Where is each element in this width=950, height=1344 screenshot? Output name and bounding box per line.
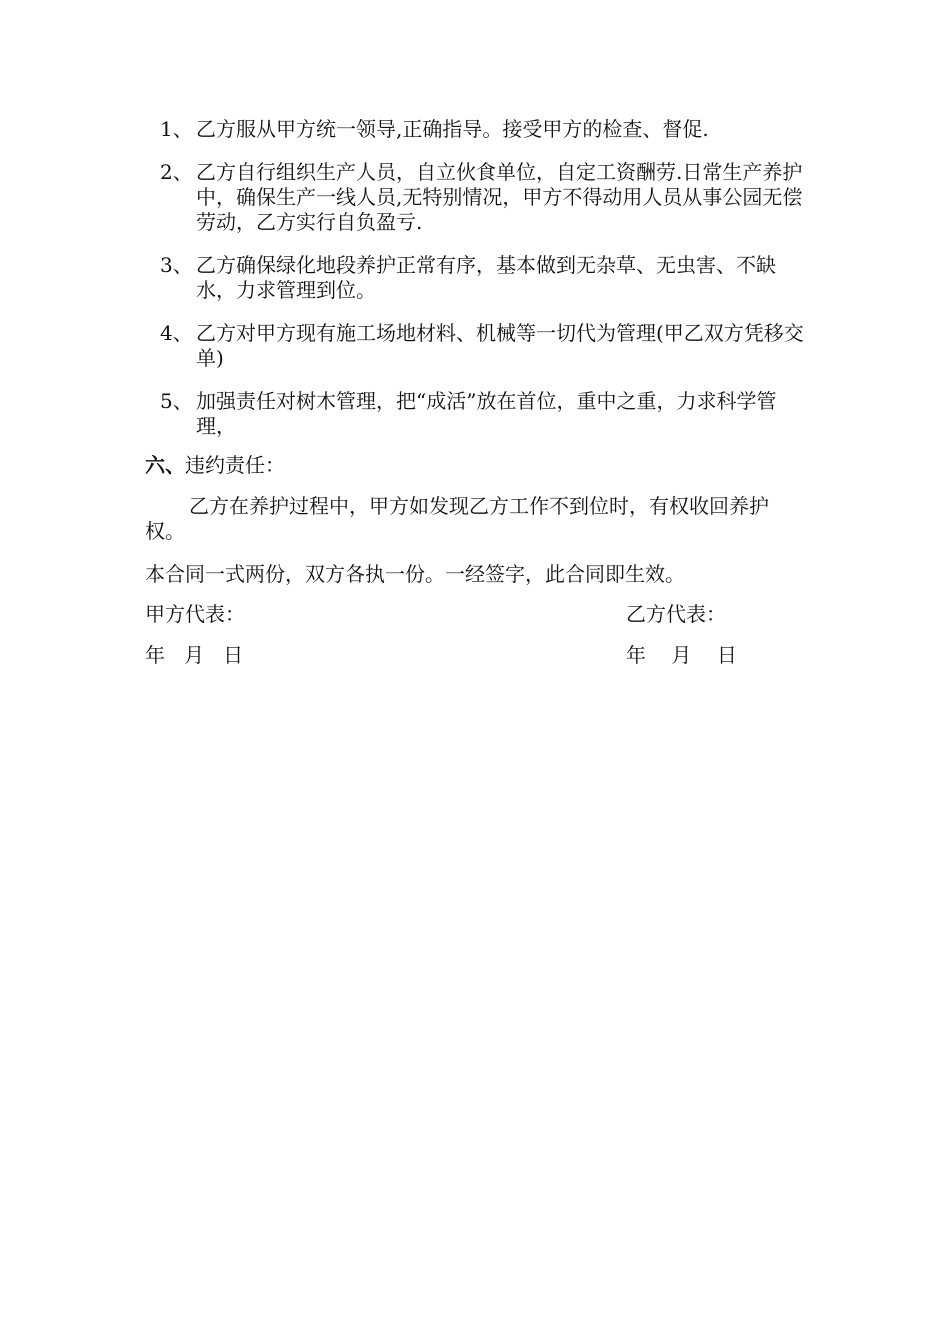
list-item: [160, 389, 810, 439]
section-number: 六、: [145, 453, 185, 477]
section-heading: [145, 453, 285, 478]
list-item: [160, 253, 810, 303]
item-text: 乙方服从甲方统一领导,正确指导。接受甲方的检查、督促.: [196, 117, 709, 141]
party-b-signature-label: 乙方代表：: [626, 602, 726, 626]
item-number: 3、: [160, 253, 193, 277]
closing-paragraph: 本合同一式两份，双方各执一份。一经签字，此合同即生效。: [145, 562, 685, 586]
list-item: [160, 117, 810, 142]
item-text: 乙方自行组织生产人员，自立伙食单位，自定工资酬劳.日常生产养护中，确保生产一线人员,无特别情况，甲方不得动用人员从事公园无偿劳动，乙方实行自负盈亏.: [196, 160, 803, 234]
party-b-date: 年 月 日: [626, 643, 737, 667]
list-item: [160, 321, 810, 371]
party-a-signature-label: 甲方代表：: [145, 602, 245, 626]
item-text: 乙方对甲方现有施工场地材料、机械等一切代为管理(甲乙双方凭移交单): [196, 321, 804, 370]
item-number: 1、: [160, 117, 193, 141]
list-item: [160, 160, 810, 235]
party-a-date: 年 月 日: [145, 643, 244, 667]
item-number: 4、: [160, 321, 193, 345]
breach-paragraph: 乙方在养护过程中，甲方如发现乙方工作不到位时，有权收回养护权。: [145, 494, 769, 543]
item-text: 乙方确保绿化地段养护正常有序，基本做到无杂草、无虫害、不缺水，力求管理到位。: [196, 253, 776, 302]
section-title: 违约责任：: [185, 453, 285, 477]
clause-list: [160, 117, 810, 457]
item-number: 5、: [160, 389, 193, 413]
item-text: 加强责任对树木管理，把“成活”放在首位，重中之重，力求科学管理，: [196, 389, 777, 438]
item-number: 2、: [160, 160, 193, 184]
